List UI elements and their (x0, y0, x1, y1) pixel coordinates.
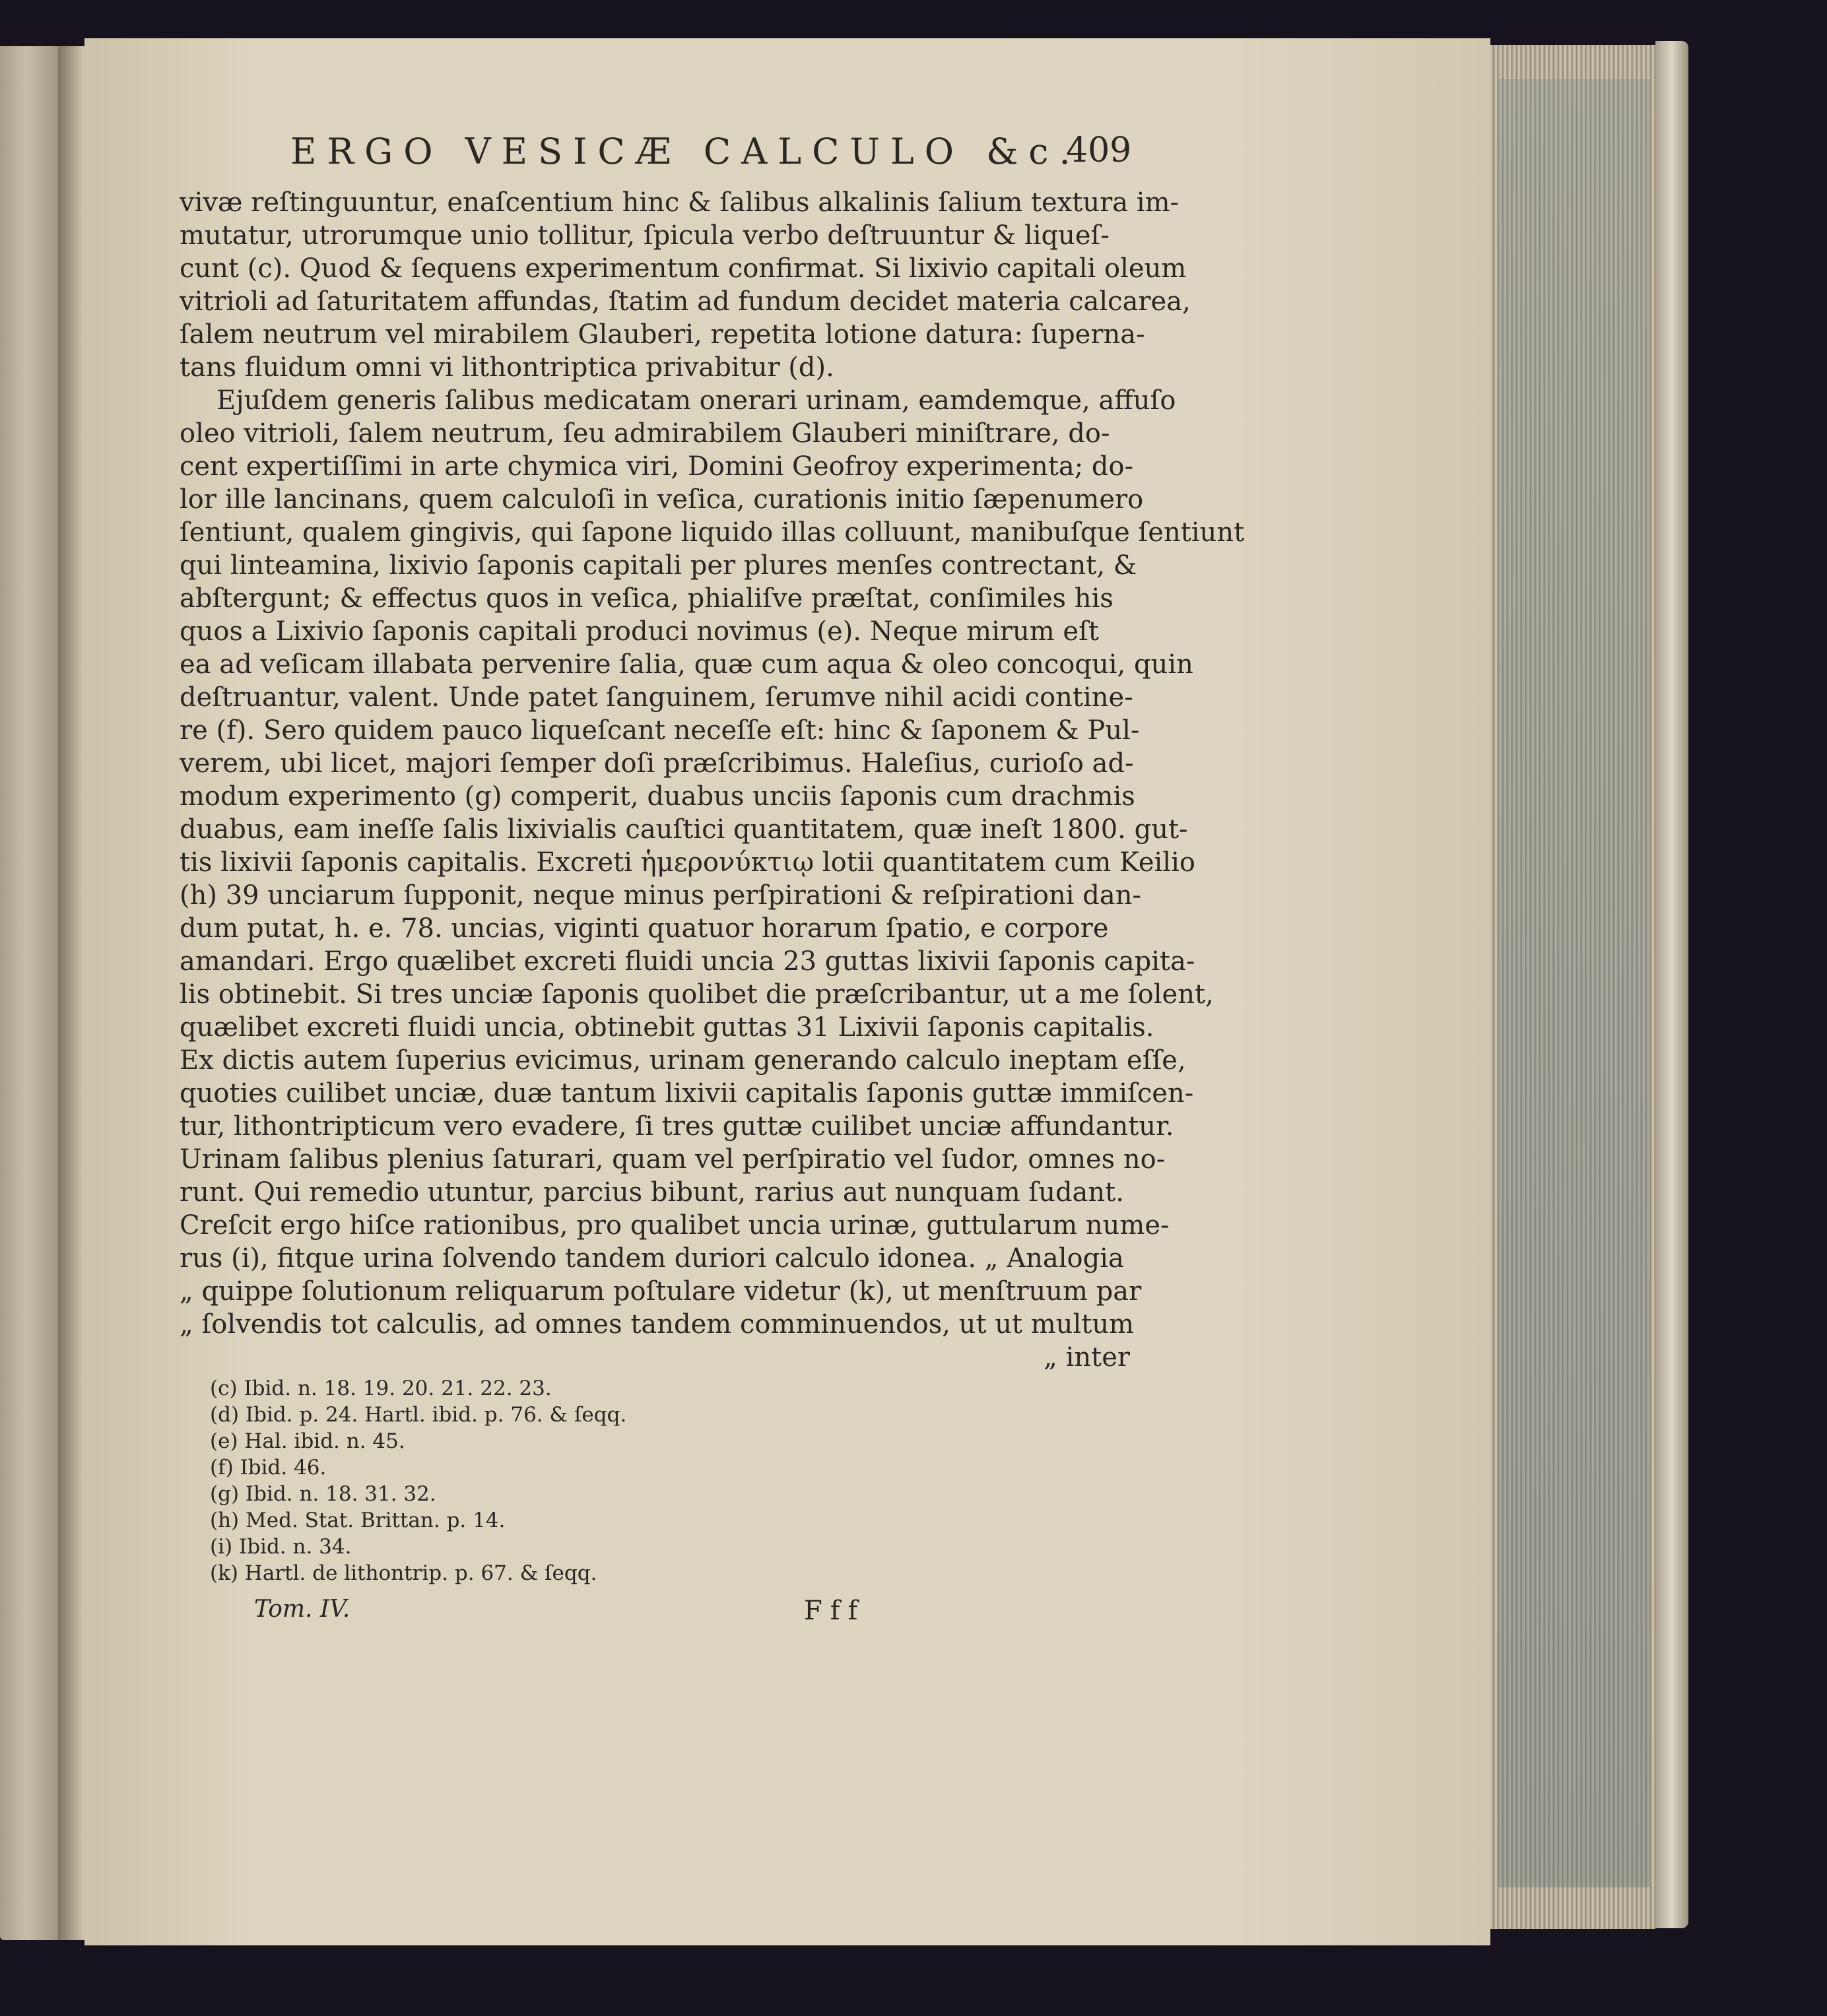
facing-page-edge (0, 46, 58, 1940)
book-gutter (58, 46, 84, 1940)
footnote: (k) Hartl. de lithontrip. p. 67. & ſeqq. (210, 1561, 597, 1585)
body-line: (h) 39 unciarum ſupponit, neque minus perſpirationi & reſpirationi dan- (180, 880, 1142, 911)
page-number: 409 (1066, 131, 1132, 170)
body-line: re (f). Sero quidem pauco liqueſcant neceſſe eſt: hinc & ſaponem & Pul- (180, 715, 1140, 746)
footnote: (c) Ibid. n. 18. 19. 20. 21. 22. 23. (210, 1377, 552, 1400)
cover-board (1655, 41, 1688, 1928)
gathering-signature: Fff (804, 1596, 866, 1626)
catchword: „ inter (1044, 1342, 1130, 1373)
footnote: (i) Ibid. n. 34. (210, 1535, 352, 1559)
body-line: vivæ reſtinguuntur, enaſcentium hinc & ſalibus alkalinis ſalium textura im- (180, 187, 1179, 218)
body-line: „ quippe ſolutionum reliquarum poſtulare videtur (k), ut menſtruum par (180, 1276, 1142, 1307)
body-line: quoties cuilibet unciæ, duæ tantum lixivii capitalis ſaponis guttæ immiſcen- (180, 1078, 1194, 1109)
volume-signature: Tom. IV. (254, 1596, 350, 1623)
footnote: (h) Med. Stat. Brittan. p. 14. (210, 1509, 506, 1532)
body-line: rus (i), fitque urina ſolvendo tandem duriori calculo idonea. „ Analogia (180, 1243, 1124, 1274)
body-line: runt. Qui remedio utuntur, parcius bibunt, rarius aut nunquam ſudant. (180, 1177, 1124, 1208)
body-line: „ ſolvendis tot calculis, ad omnes tandem comminuendos, ut ut multum (180, 1309, 1135, 1340)
body-line: abſtergunt; & effectus quos in veſica, phialiſve præſtat, conſimiles his (180, 583, 1113, 614)
body-line: lor ille lancinans, quem calculoſi in veſica, curationis initio ſæpenumero (180, 484, 1144, 515)
body-line: duabus, eam ineſſe ſalis lixivialis cauſtici quantitatem, quæ ineſt 1800. gut- (180, 814, 1188, 845)
body-line: oleo vitrioli, ſalem neutrum, ſeu admirabilem Glauberi miniſtrare, do- (180, 418, 1110, 449)
body-line: tis lixivii ſaponis capitalis. Excreti ἡμερονύκτιῳ lotii quantitatem cum Keilio (180, 847, 1195, 878)
body-line: cent expertiſſimi in arte chymica viri, Domini Geofroy experimenta; do- (180, 451, 1134, 482)
body-line: amandari. Ergo quælibet excreti fluidi uncia 23 guttas lixivii ſaponis capita- (180, 946, 1195, 977)
body-line: ea ad veſicam illabata pervenire ſalia, quæ cum aqua & oleo concoqui, quin (180, 649, 1193, 680)
body-line: lis obtinebit. Si tres unciæ ſaponis quolibet die præſcribantur, ut a me ſolent, (180, 979, 1214, 1010)
body-line: vitrioli ad ſaturitatem affundas, ſtatim ad fundum decidet materia calcarea, (180, 286, 1191, 317)
body-line: ſalem neutrum vel mirabilem Glauberi, repetita lotione datura: ſuperna- (180, 319, 1145, 350)
body-line: Creſcit ergo hiſce rationibus, pro qualibet uncia urinæ, guttularum nume- (180, 1210, 1170, 1241)
body-line: mutatur, utrorumque unio tollitur, ſpicula verbo deſtruuntur & liqueſ- (180, 220, 1110, 251)
body-line: ſentiunt, qualem gingivis, qui ſapone liquido illas colluunt, manibuſque ſentiunt (180, 517, 1245, 548)
footnote: (f) Ibid. 46. (210, 1456, 327, 1479)
footnote: (e) Hal. ibid. n. 45. (210, 1429, 405, 1453)
body-line: Ejuſdem generis ſalibus medicatam onerari urinam, eamdemque, affuſo (216, 385, 1176, 416)
body-line: quælibet excreti fluidi uncia, obtinebit guttas 31 Lixivii ſaponis capitalis. (180, 1012, 1154, 1043)
footnote: (g) Ibid. n. 18. 31. 32. (210, 1482, 436, 1506)
running-title: ERGO VESICÆ CALCULO &c. (290, 131, 1081, 172)
body-line: cunt (c). Quod & ſequens experimentum confirmat. Si lixivio capitali oleum (180, 253, 1187, 284)
body-line: modum experimento (g) comperit, duabus unciis ſaponis cum drachmis (180, 781, 1135, 812)
footnote: (d) Ibid. p. 24. Hartl. ibid. p. 76. & ſeqq. (210, 1403, 627, 1427)
body-line: dum putat, h. e. 78. uncias, viginti quatuor horarum ſpatio, e corpore (180, 913, 1109, 944)
body-line: quos a Lixivio ſaponis capitali produci novimus (e). Neque mirum eſt (180, 616, 1099, 647)
body-line: deſtruantur, valent. Unde patet ſanguinem, ſerumve nihil acidi contine- (180, 682, 1133, 713)
body-line: Ex dictis autem ſuperius evicimus, urinam generando calculo ineptam eſſe, (180, 1045, 1186, 1076)
body-line: verem, ubi licet, majori ſemper doſi præſcribimus. Haleſius, curioſo ad- (180, 748, 1134, 779)
footnotes (210, 1375, 804, 1586)
body-line: tans fluidum omni vi lithontriptica privabitur (d). (180, 352, 834, 383)
running-head (290, 131, 1142, 183)
body-line: Urinam ſalibus plenius ſaturari, quam vel perſpiratio vel ſudor, omnes no- (180, 1144, 1166, 1175)
body-line: qui linteamina, lixivio ſaponis capitali per plures menſes contrectant, & (180, 550, 1137, 581)
edge-stain (1498, 79, 1650, 1887)
body-text (180, 186, 1245, 1374)
body-line: tur, lithontripticum vero evadere, ſi tres guttæ cuilibet unciæ affundantur. (180, 1111, 1174, 1142)
